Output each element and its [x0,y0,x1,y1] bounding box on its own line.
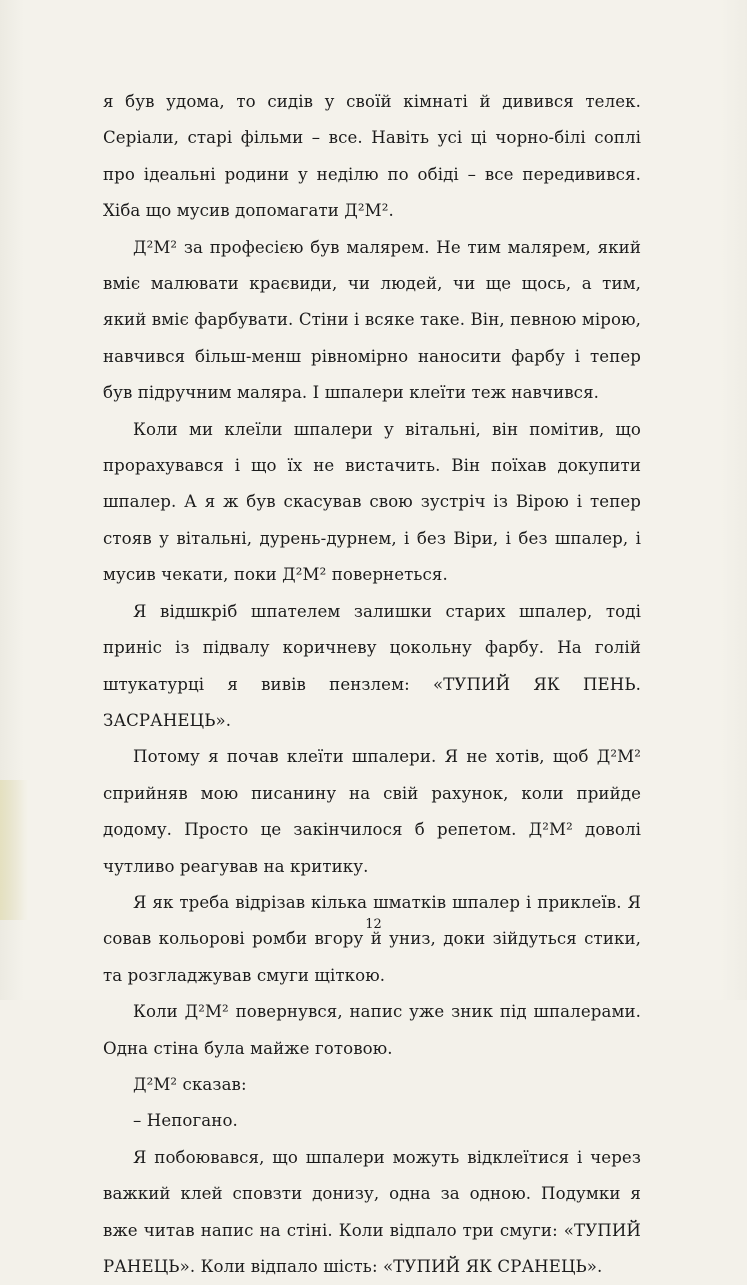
page-number: 12 [365,917,382,932]
paragraph: Я як треба відрізав кілька шматків шпалер і приклеїв. Я совав кольорові ромби вгору й униз, доки зійдуться стики, та розгладжував смуги щіткою. [103,892,641,985]
paragraph: Потому я почав клеїти шпалери. Я не хотів, щоб Д²М² сприйняв мою писанину на свій рахунок, коли прийде додому. Просто це закінчилося б репетом. Д²М² доволі чутливо реагував на критику. [103,747,641,876]
body-text [103,84,641,1285]
paragraph: Коли ми клеїли шпалери у вітальні, він помітив, що прорахувався і що їх не вистачить. Він поїхав докупити шпалер. А я ж був скасував свою зустріч із Вірою і тепер стояв у вітальні, дурень-дурнем, і без Віри, і без шпалер, і мусив чекати, поки Д²М² повернеться. [103,419,641,585]
paragraph: – Непогано. [133,1111,238,1131]
page-edge-shadow [0,780,28,920]
paragraph: Коли Д²М² повернувся, напис уже зник під шпалерами. Одна стіна була майже готовою. [103,1002,641,1058]
paragraph: Я відшкріб шпателем залишки старих шпалер, тоді приніс із підвалу коричневу цокольну фарбу. На голій штукатурці я вивів пензлем: «ТУПИЙ ЯК ПЕНЬ. ЗАСРАНЕЦЬ». [103,601,641,730]
paragraph: Д²М² за професією був малярем. Не тим малярем, який вміє малювати краєвиди, чи людей, чи ще щось, а тим, який вміє фарбувати. Стіни і всяке таке. Він, певною мірою, навчився більш-менш рівномірно наносити фарбу і тепер був підручним маляра. І шпалери клеїти теж навчився. [103,237,641,403]
paragraph: Д²М² сказав: [133,1074,247,1094]
paragraph: Я побоювався, що шпалери можуть відклеїтися і через важкий клей сповзти донизу, одна за одною. Подумки я вже читав напис на стіні. Коли відпало три смуги: «ТУПИЙ РАНЕЦЬ». Коли відпало шість: «ТУПИЙ ЯК СРАНЕЦЬ». [103,1147,641,1276]
paragraph: я був удома, то сидів у своїй кімнаті й дивився телек. Серіали, старі фільми – все. Навіть усі ці чорно-білі соплі про ідеальні родини у неділю по обіді – все передивився. Хіба що мусив допомагати Д²М². [103,92,641,221]
